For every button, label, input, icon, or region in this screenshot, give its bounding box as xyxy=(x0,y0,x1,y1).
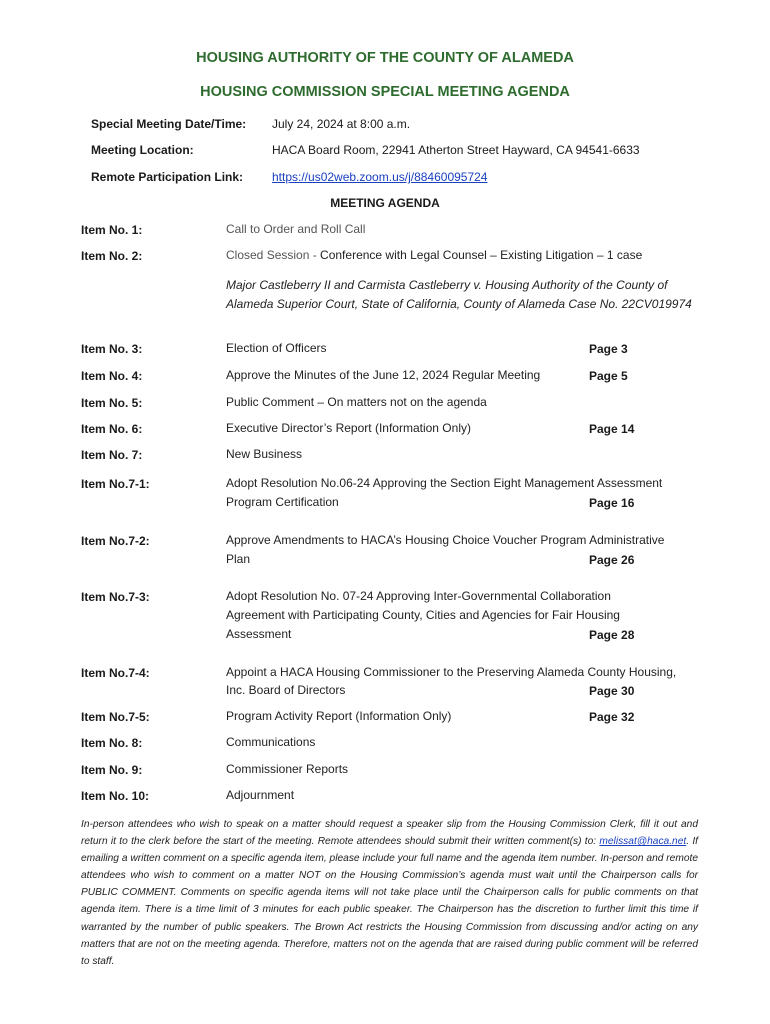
location-label: Meeting Location: xyxy=(91,143,194,157)
item-4-text: Approve the Minutes of the June 12, 2024 Regular Meeting xyxy=(226,368,541,382)
item-7-5-text: Program Activity Report (Information Only) xyxy=(226,709,452,723)
item-7-4-page: Page 30 xyxy=(589,684,635,698)
item-1-label: Item No. 1: xyxy=(81,223,143,237)
item-7-1-line1: Adopt Resolution No.06-24 Approving the Section Eight Management Assessment xyxy=(226,476,663,490)
item-2-text-a: Closed Session - xyxy=(226,248,321,262)
item-6-page: Page 14 xyxy=(589,422,635,436)
item-3-page: Page 3 xyxy=(589,342,628,356)
section-title: MEETING AGENDA xyxy=(330,196,440,210)
item-7-4-line2: Inc. Board of Directors xyxy=(226,683,346,697)
item-3-text: Election of Officers xyxy=(226,341,327,355)
item-8-text: Communications xyxy=(226,735,316,749)
org-title: HOUSING AUTHORITY OF THE COUNTY OF ALAMEDA xyxy=(196,50,574,66)
item-7-2-label: Item No.7-2: xyxy=(81,534,150,548)
item-1-text xyxy=(226,220,701,239)
item-2-text xyxy=(226,246,701,265)
remote-link[interactable]: https://us02web.zoom.us/j/88460095724 xyxy=(272,170,488,184)
item-10-label: Item No. 10: xyxy=(81,789,150,803)
item-6-text: Executive Director’s Report (Information Only) xyxy=(226,421,471,435)
item-7-4-line1: Appoint a HACA Housing Commissioner to the Preserving Alameda County Housing, xyxy=(226,665,677,679)
item-7-3-page: Page 28 xyxy=(589,628,635,642)
item-7-2-page: Page 26 xyxy=(589,553,635,567)
remote-label: Remote Participation Link: xyxy=(91,170,244,184)
notice-email-link[interactable]: melissat@haca.net xyxy=(599,836,687,848)
item-7-3-label: Item No.7-3: xyxy=(81,590,150,604)
item-10-text: Adjournment xyxy=(226,788,295,802)
item-6-label: Item No. 6: xyxy=(81,422,143,436)
date-value: July 24, 2024 at 8:00 a.m. xyxy=(272,117,411,131)
notice-part-2: . If emailing a written comment on a specific agenda item, please include your full name and the agenda item number. In-person and remote attendees who wish to comment on a matter NOT on the Housing Commission’s agenda must wait until the Chairperson calls for PUBLIC COMMENT. Comments on specific agenda items will not take place until the Chairperson calls for public comments on that agenda item. There is a time limit of 3 minutes for each public speaker. The Chairperson has the discretion to further limit this time if warranted by the number of public speakers. The Brown Act restricts the Housing Commission from discussing and/or acting on any matters that are not on the meeting agenda. Therefore, matters not on the agenda that are raised during public comment will be referred to staff. xyxy=(81,836,698,967)
item-9-text: Commissioner Reports xyxy=(226,762,349,776)
item-7-2-line2: Plan xyxy=(226,552,251,566)
item-7-text: New Business xyxy=(226,447,303,461)
item-7-5-page: Page 32 xyxy=(589,710,635,724)
item-8-label: Item No. 8: xyxy=(81,736,143,750)
item-2-text-b: Conference with Legal Counsel – Existing Litigation – 1 case xyxy=(320,248,643,262)
item-5-text: Public Comment – On matters not on the agenda xyxy=(226,395,487,409)
item-4-page: Page 5 xyxy=(589,369,628,383)
item-5-label: Item No. 5: xyxy=(81,396,143,410)
agenda-title: HOUSING COMMISSION SPECIAL MEETING AGENDA xyxy=(200,84,570,100)
item-7-5-label: Item No.7-5: xyxy=(81,710,150,724)
item-7-3-line1: Adopt Resolution No. 07-24 Approving Inter-Governmental Collaboration xyxy=(226,589,611,603)
item-7-3-line2: Agreement with Participating County, Cities and Agencies for Fair Housing xyxy=(226,608,620,622)
item-7-1-page: Page 16 xyxy=(589,496,635,510)
item-3-label: Item No. 3: xyxy=(81,342,143,356)
item-7-1-line2: Program Certification xyxy=(226,495,339,509)
item-9-label: Item No. 9: xyxy=(81,763,143,777)
item-2-case: Major Castleberry II and Carmista Castleberry v. Housing Authority of the County of Alameda Superior Court, State of California, County of Alameda Case No. 22CV019974 xyxy=(226,278,692,311)
item-4-label: Item No. 4: xyxy=(81,369,143,383)
location-value: HACA Board Room, 22941 Atherton Street Hayward, CA 94541-6633 xyxy=(272,143,640,157)
item-7-2-line1: Approve Amendments to HACA’s Housing Choice Voucher Program Administrative xyxy=(226,533,665,547)
item-7-4-label: Item No.7-4: xyxy=(81,666,150,680)
notice-part-1: In-person attendees who wish to speak on a matter should request a speaker slip from the Housing Commission Clerk, fill it out and return it to the clerk before the start of the meeting. Remote attendees should submit their written comment(s) to: xyxy=(81,819,698,848)
item-7-3-line3: Assessment xyxy=(226,627,292,641)
item-7-1-label: Item No.7-1: xyxy=(81,477,150,491)
item-2-label: Item No. 2: xyxy=(81,249,143,263)
date-label: Special Meeting Date/Time: xyxy=(91,117,247,131)
item-7-label: Item No. 7: xyxy=(81,448,143,462)
item-1-text-value: Call to Order and Roll Call xyxy=(226,222,366,236)
public-comment-notice xyxy=(81,816,698,970)
